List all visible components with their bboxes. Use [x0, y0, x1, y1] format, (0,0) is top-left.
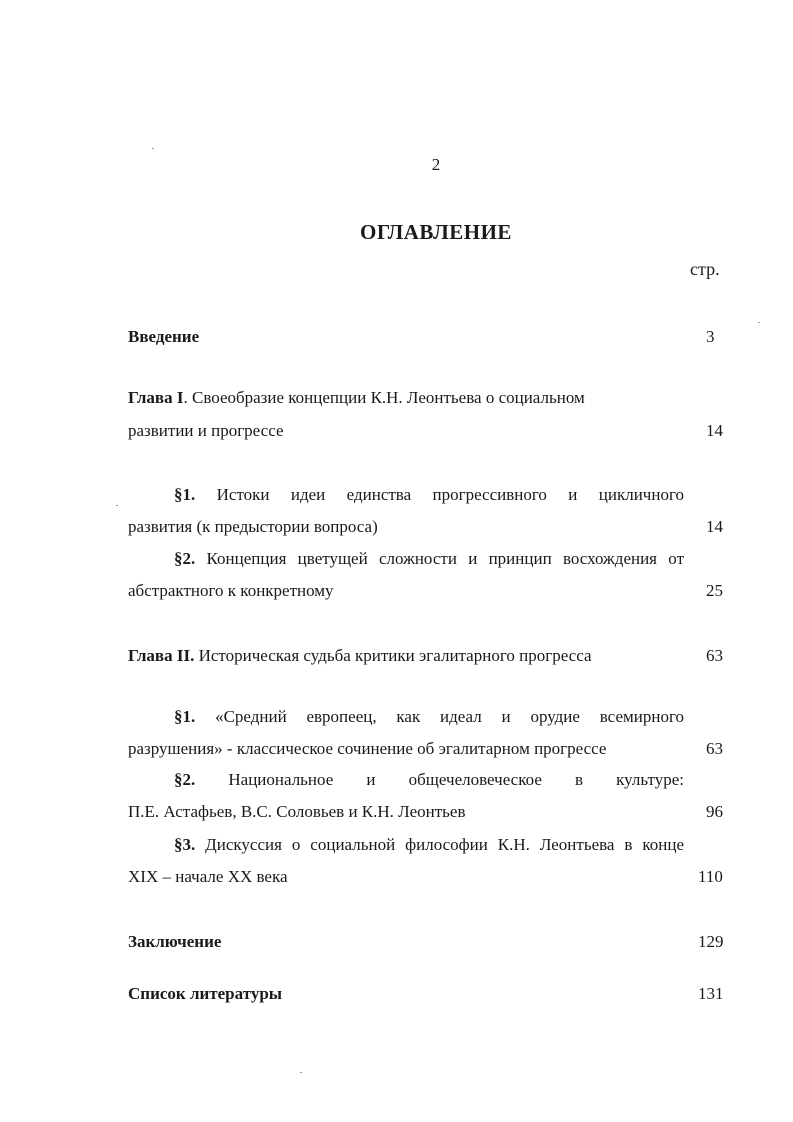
toc-entry-page: 25 — [706, 581, 723, 600]
toc-entry-text: Историческая судьба критики эгалитарного прогресса — [194, 646, 592, 665]
scan-speck — [758, 322, 760, 323]
toc-entry-text: абстрактного к конкретному — [128, 581, 334, 600]
toc-entry-line — [174, 707, 684, 727]
scan-speck — [300, 1072, 302, 1073]
toc-entry-text: «Средний европеец, как идеал и орудие всемирного — [195, 707, 684, 726]
scan-speck — [116, 505, 118, 506]
toc-entry-line — [174, 835, 684, 855]
toc-entry-label: Глава I — [128, 388, 184, 407]
toc-entry-label: §3. — [174, 835, 196, 854]
toc-entry-text: развитии и прогрессе — [128, 421, 284, 440]
page-title: ОГЛАВЛЕНИЕ — [360, 220, 512, 244]
toc-entry-label: Заключение — [128, 932, 222, 951]
toc-entry-text: Дискуссия о социальной философии К.Н. Леонтьева в конце — [195, 835, 684, 854]
toc-entry-label: §2. — [174, 770, 196, 789]
toc-entry-text: . Своеобразие концепции К.Н. Леонтьева о социальном — [183, 388, 585, 407]
toc-entry-text: Национальное и общечеловеческое в культуре: — [195, 770, 684, 789]
toc-entry-label: §1. — [174, 485, 196, 504]
toc-entry-text: П.Е. Астафьев, В.С. Соловьев и К.Н. Леонтьев — [128, 802, 466, 821]
toc-entry-page: 63 — [706, 646, 723, 665]
toc-entry-label: §2. — [174, 549, 196, 568]
toc-entry-text: XIX – начале XX века — [128, 867, 288, 886]
toc-entry-label: Введение — [128, 327, 200, 346]
toc-entry-page: 131 — [698, 984, 724, 1003]
toc-entry-page: 110 — [698, 867, 723, 886]
toc-entry-line — [174, 485, 684, 505]
toc-entry-page: 14 — [706, 517, 723, 536]
toc-entry-line — [174, 549, 684, 569]
toc-entry-page: 14 — [706, 421, 723, 440]
toc-entry-label: Список литературы — [128, 984, 283, 1003]
toc-entry-line — [174, 770, 684, 790]
toc-entry-label: Глава II. — [128, 646, 195, 665]
toc-entry-line — [128, 388, 585, 408]
toc-entry-text: Истоки идеи единства прогрессивного и цикличного — [195, 485, 684, 504]
toc-entry-text: разрушения» - классическое сочинение об эгалитарном прогрессе — [128, 739, 607, 758]
page-number: 2 — [431, 155, 441, 174]
toc-entry-text: Концепция цветущей сложности и принцип восхождения от — [195, 549, 684, 568]
toc-entry-page: 129 — [698, 932, 724, 951]
toc-entry-page: 63 — [706, 739, 723, 758]
toc-entry-text: развития (к предыстории вопроса) — [128, 517, 378, 536]
toc-entry-page: 3 — [706, 327, 715, 346]
toc-entry-label: §1. — [174, 707, 196, 726]
scan-speck — [152, 148, 154, 149]
toc-entry-line — [128, 646, 592, 666]
page-column-header: стр. — [690, 259, 720, 279]
toc-entry-page: 96 — [706, 802, 723, 821]
